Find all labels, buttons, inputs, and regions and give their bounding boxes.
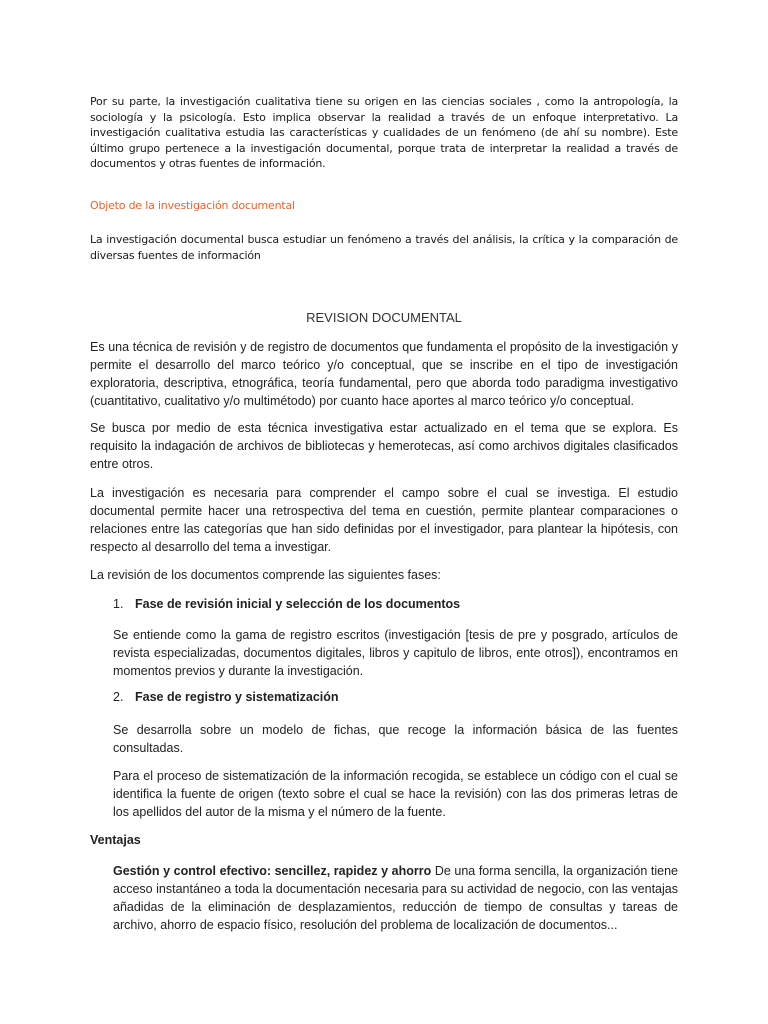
gestion-lead: Gestión y control efectivo: sencillez, rapidez y ahorro: [113, 864, 432, 878]
phase-1-title: Fase de revisión inicial y selección de los documentos: [135, 597, 461, 611]
paragraph-tecnica: Es una técnica de revisión y de registro de documentos que fundamenta el propósito de la investigación y permite el desarrollo del marco teórico y/o conceptual, que se inscribe en el tipo de investigación exploratoria, descriptiva, etnográfica, teoría fundamental, pero que aborda todo paradigma investigativo (cuantitativo, cualitativo y/o multimétodo) por cuanto hace aportes al marco teórico y/o conceptual.: [90, 340, 678, 408]
paragraph-busca: Se busca por medio de esta técnica investigativa estar actualizado en el tema que se explora. Es requisito la indagación de archivos de bibliotecas y hemerotecas, así como archivos digitales clasificados entre otros.: [90, 421, 678, 471]
paragraph-qualitative-research: Por su parte, la investigación cualitativa tiene su origen en las ciencias sociales , como la antropología, la sociología y la psicología. Esto implica observar la realidad a través de un enfoque interpretativo. La investigación cualitativa estudia las características y cualidades de un fenómeno (de ahí su nombre). Este último grupo pertenece a la investigación documental, porque trata de interpretar la realidad a través de documentos y otras fuentes de información.: [90, 95, 678, 170]
paragraph-fase-2: Se desarrolla sobre un modelo de fichas, que recoge la información básica de las fuentes consultadas.: [113, 723, 678, 755]
phase-2-number: 2.: [113, 690, 124, 704]
paragraph-necesaria: La investigación es necesaria para comprender el campo sobre el cual se investiga. El estudio documental permite hacer una retrospectiva del tema en cuestión, permite plantear comparaciones o relaciones entre las categorías que han sido definidas por el investigador, para plantear la hipótesis, con respecto al desarrollo del tema a investigar.: [90, 486, 678, 554]
paragraph-objeto: La investigación documental busca estudiar un fenómeno a través del análisis, la crítica y la comparación de diversas fuentes de información: [90, 233, 678, 262]
phase-1-number: 1.: [113, 597, 124, 611]
paragraph-sistematizacion: Para el proceso de sistematización de la información recogida, se establece un código con el cual se identifica la fuente de origen (texto sobre el cual se hace la revisión) con las dos primeras letras de los apellidos del autor de la misma y el número de la fuente.: [113, 769, 678, 819]
gestion-text: De una forma sencilla, la organización tiene acceso instantáneo a toda la documentación necesaria para su actividad de negocio, con las ventajas añadidas de la eliminación de desplazamientos, reducción de tiempo de consultas y tareas de archivo, ahorro de espacio físico, resolución del problema de localización de documentos...: [113, 864, 678, 932]
phase-1-heading: [113, 597, 460, 611]
section-heading-objeto: Objeto de la investigación documental: [90, 199, 295, 212]
phase-2-title: Fase de registro y sistematización: [135, 690, 339, 704]
section-heading-ventajas: Ventajas: [90, 833, 141, 847]
page-title: REVISION DOCUMENTAL: [306, 310, 462, 325]
paragraph-fase-1: Se entiende como la gama de registro escritos (investigación [tesis de pre y posgrado, artículos de revista especializadas, documentos digitales, libros y capitulo de libros, ente otros]), encontramos en momentos previos y durante la investigación.: [113, 628, 678, 678]
phase-2-heading: [113, 690, 339, 704]
paragraph-gestion: [113, 862, 678, 934]
paragraph-fases-intro: La revisión de los documentos comprende las siguientes fases:: [90, 568, 441, 582]
